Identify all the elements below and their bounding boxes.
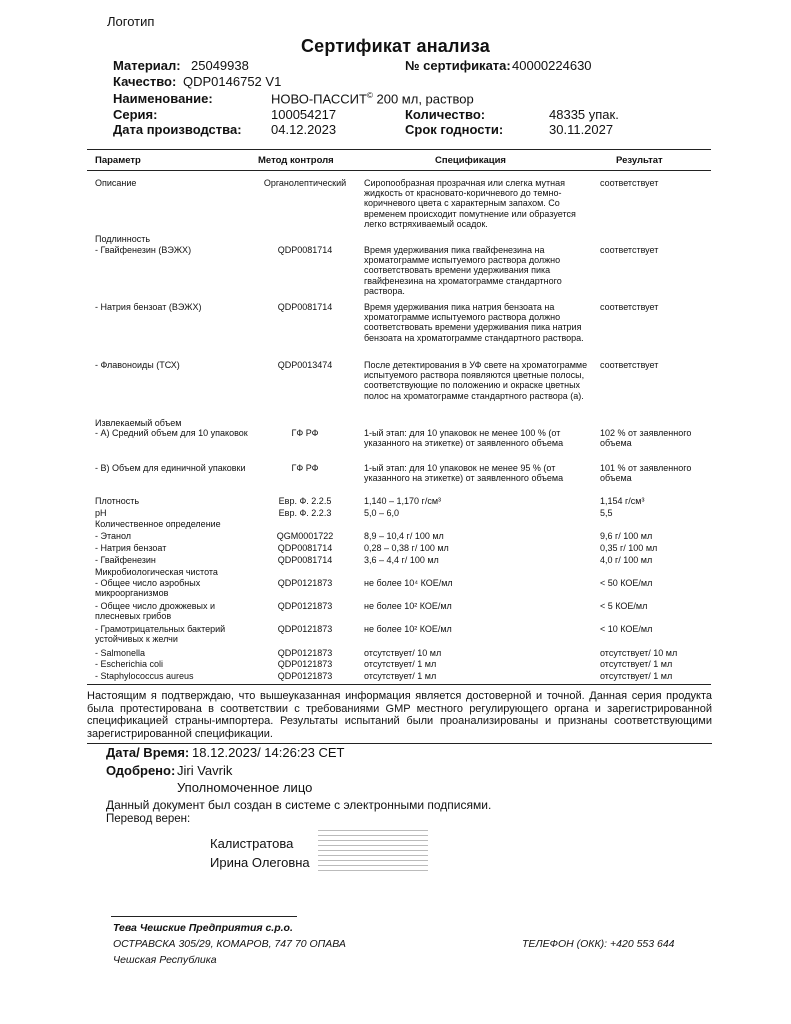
approved-value: Jiri Vavrik bbox=[177, 763, 233, 778]
series-label: Серия: bbox=[113, 107, 158, 122]
document-title: Сертификат анализа bbox=[300, 36, 490, 56]
company-country: Чешская Республика bbox=[113, 954, 217, 966]
table-cell-spec: 1,140 – 1,170 г/см³ bbox=[364, 496, 442, 506]
qty-label: Количество: bbox=[405, 107, 486, 122]
table-cell-spec: 0,28 – 0,38 г/ 100 мл bbox=[364, 543, 449, 553]
table-cell-param: - Натрия бензоат (ВЭЖХ) bbox=[95, 302, 202, 312]
table-cell-spec: 3,6 – 4,4 г/ 100 мл bbox=[364, 555, 439, 565]
table-cell-param: Микробиологическая чистота bbox=[95, 567, 218, 577]
table-cell-result: 0,35 г/ 100 мл bbox=[600, 543, 658, 553]
col-header-spec: Спецификация bbox=[435, 155, 506, 166]
table-cell-param: - Флавоноиды (ТСХ) bbox=[95, 360, 180, 370]
expiry-label: Срок годности: bbox=[405, 122, 504, 137]
table-cell-spec: 8,9 – 10,4 г/ 100 мл bbox=[364, 531, 444, 541]
table-cell-result: отсутствует/ 10 мл bbox=[600, 648, 678, 658]
statement-text: Настоящим я подтверждаю, что вышеуказанная информация является достоверной и точной. Данная серия продукта была протестирована в соответствии с требованиями GMP местного регулирующего органа и зарегистрированной спецификацией страны-импортера. Результаты испытаний были проанализированы и признаны соответствующими зарегистрированной спецификации. bbox=[87, 690, 712, 740]
table-cell-method: QDP0121873 bbox=[277, 659, 333, 669]
col-header-method: Метод контроля bbox=[258, 155, 334, 166]
table-cell-param: - Staphylococcus aureus bbox=[95, 671, 194, 681]
table-bottom-rule bbox=[87, 684, 711, 685]
series-value: 100054217 bbox=[271, 107, 337, 122]
table-cell-method: Евр. Ф. 2.2.5 bbox=[278, 496, 332, 506]
table-cell-param: Подлинность bbox=[95, 234, 151, 244]
table-cell-spec: Сиропообразная прозрачная или слегка мутная жидкость от красновато-коричневого до темно-коричневого цвета с характерным запахом. Со временем происходит помутнение или образуется легко встряхиваемый осадок. bbox=[364, 178, 576, 229]
cert-value: 40000224630 bbox=[512, 58, 592, 73]
table-cell-result: соответствует bbox=[600, 178, 659, 188]
expiry-value: 30.11.2027 bbox=[549, 122, 614, 137]
table-cell-method: QDP0081714 bbox=[277, 543, 333, 553]
prod-date-label: Дата производства: bbox=[113, 122, 242, 137]
table-cell-param: - Гвайфенезин bbox=[95, 555, 156, 565]
table-cell-method: QDP0121873 bbox=[277, 601, 333, 611]
table-cell-method: ГФ РФ bbox=[291, 428, 319, 438]
table-cell-param: - Грамотрицательных бактерий устойчивых к желчи bbox=[95, 624, 226, 645]
col-header-param: Параметр bbox=[95, 155, 141, 166]
prod-date-value: 04.12.2023 bbox=[271, 122, 337, 137]
table-cell-spec: Время удерживания пика натрия бензоата на хроматограмме испытуемого раствора должно соответствовать времени удерживания пика натрия бензоата на хроматограмме стандартного раствора. bbox=[364, 302, 584, 343]
approver-role: Уполномоченное лицо bbox=[177, 780, 313, 795]
table-cell-param: - Общее число дрожжевых и плесневых грибов bbox=[95, 601, 216, 622]
table-cell-spec: 1-ый этап: для 10 упаковок не менее 100 % (от указанного на этикетке) от заявленного объема bbox=[364, 428, 564, 449]
table-cell-result: < 10 КОЕ/мл bbox=[600, 624, 653, 634]
name-label: Наименование: bbox=[113, 91, 213, 106]
table-cell-param: pH bbox=[95, 508, 107, 518]
table-cell-result: < 5 КОЕ/мл bbox=[600, 601, 648, 611]
company-name: Тева Чешские Предприятия с.р.о. bbox=[113, 922, 293, 934]
electronic-signature-stamp bbox=[318, 830, 428, 875]
table-cell-spec: отсутствует/ 1 мл bbox=[364, 659, 437, 669]
translator-surname: Калистратова bbox=[210, 836, 294, 851]
datetime-label: Дата/ Время: bbox=[106, 745, 190, 760]
table-cell-param: - Этанол bbox=[95, 531, 132, 541]
table-cell-method: QDP0121873 bbox=[277, 671, 333, 681]
company-phone: ТЕЛЕФОН (ОКК): +420 553 644 bbox=[522, 938, 675, 950]
datetime-value: 18.12.2023/ 14:26:23 CET bbox=[192, 745, 345, 760]
quality-value: QDP0146752 V1 bbox=[183, 74, 282, 89]
col-header-result: Результат bbox=[616, 155, 663, 166]
table-cell-method: Евр. Ф. 2.2.3 bbox=[278, 508, 332, 518]
table-cell-method: ГФ РФ bbox=[291, 463, 319, 473]
table-cell-param: - Escherichia coli bbox=[95, 659, 164, 669]
translator-name bbox=[210, 834, 310, 872]
table-cell-param: Описание bbox=[95, 178, 137, 188]
table-cell-param: Количественное определение bbox=[95, 519, 221, 529]
translator-given-name: Ирина Олеговна bbox=[210, 855, 310, 870]
table-cell-spec: После детектирования в УФ свете на хроматограмме испытуемого раствора появляются цветные полосы, соответствующие по положению и окраске цветных полос на хроматограмме стандартного раствора (а). bbox=[364, 360, 588, 401]
table-cell-spec: 1-ый этап: для 10 упаковок не менее 95 % (от указанного на этикетке) от заявленного объема bbox=[364, 463, 564, 484]
table-cell-method: QDP0013474 bbox=[277, 360, 333, 370]
table-cell-result: 102 % от заявленного объема bbox=[600, 428, 692, 449]
table-cell-result: соответствует bbox=[600, 302, 659, 312]
table-cell-method: QDP0121873 bbox=[277, 578, 333, 588]
table-cell-result: < 50 КОЕ/мл bbox=[600, 578, 653, 588]
table-cell-method: Органолептический bbox=[263, 178, 347, 188]
name-value: НОВО-ПАССИТ© 200 мл, раствор bbox=[271, 91, 474, 107]
approved-label: Одобрено: bbox=[106, 763, 176, 778]
table-cell-method: QDP0121873 bbox=[277, 624, 333, 634]
company-address: ОСТРАВСКА 305/29, КОМАРОВ, 747 70 ОПАВА bbox=[113, 938, 346, 950]
statement-bottom-rule bbox=[87, 743, 712, 744]
table-cell-spec: Время удерживания пика гвайфенезина на хроматограмме испытуемого раствора должно соответствовать времени удерживания пика гвайфенезина на хроматограмме стандартного раствора. bbox=[364, 245, 562, 296]
table-cell-spec: не более 10⁴ КОЕ/мл bbox=[364, 578, 453, 588]
electronic-note: Данный документ был создан в системе с электронными подписями. bbox=[106, 798, 492, 812]
table-cell-result: 9,6 г/ 100 мл bbox=[600, 531, 653, 541]
table-cell-result: соответствует bbox=[600, 360, 659, 370]
cert-label: № сертификата: bbox=[405, 58, 511, 73]
table-cell-spec: не более 10² КОЕ/мл bbox=[364, 624, 452, 634]
table-cell-result: отсутствует/ 1 мл bbox=[600, 671, 673, 681]
table-cell-result: 1,154 г/см³ bbox=[600, 496, 645, 506]
material-label: Материал: bbox=[113, 58, 181, 73]
table-cell-spec: не более 10² КОЕ/мл bbox=[364, 601, 452, 611]
table-cell-param: - Натрия бензоат bbox=[95, 543, 167, 553]
table-cell-param: Извлекаемый объем bbox=[95, 418, 182, 428]
table-cell-method: QDP0081714 bbox=[277, 302, 333, 312]
table-cell-result: 5,5 bbox=[600, 508, 613, 518]
table-cell-spec: 5,0 – 6,0 bbox=[364, 508, 400, 518]
table-cell-method: QGM0001722 bbox=[276, 531, 334, 541]
table-cell-spec: отсутствует/ 10 мл bbox=[364, 648, 442, 658]
table-cell-result: отсутствует/ 1 мл bbox=[600, 659, 673, 669]
table-top-rule bbox=[87, 149, 711, 150]
table-cell-result: 4,0 г/ 100 мл bbox=[600, 555, 653, 565]
table-cell-param: Плотность bbox=[95, 496, 140, 506]
table-cell-param: - Общее число аэробных микроорганизмов bbox=[95, 578, 201, 599]
table-cell-param: - В) Объем для единичной упаковки bbox=[95, 463, 246, 473]
table-cell-result: соответствует bbox=[600, 245, 659, 255]
material-value: 25049938 bbox=[191, 58, 249, 73]
table-cell-method: QDP0081714 bbox=[277, 245, 333, 255]
company-rule bbox=[111, 916, 297, 917]
table-cell-param: - Гвайфенезин (ВЭЖХ) bbox=[95, 245, 192, 255]
logo-placeholder: Логотип bbox=[107, 14, 155, 29]
table-cell-spec: отсутствует/ 1 мл bbox=[364, 671, 437, 681]
table-cell-result: 101 % от заявленного объема bbox=[600, 463, 692, 484]
table-header-rule bbox=[87, 170, 711, 171]
table-cell-param: - А) Средний объем для 10 упаковок bbox=[95, 428, 248, 438]
table-cell-param: - Salmonella bbox=[95, 648, 146, 658]
translation-note: Перевод верен: bbox=[106, 813, 191, 825]
table-cell-method: QDP0121873 bbox=[277, 648, 333, 658]
qty-value: 48335 упак. bbox=[549, 107, 619, 122]
quality-label: Качество: bbox=[113, 74, 177, 89]
table-cell-method: QDP0081714 bbox=[277, 555, 333, 565]
